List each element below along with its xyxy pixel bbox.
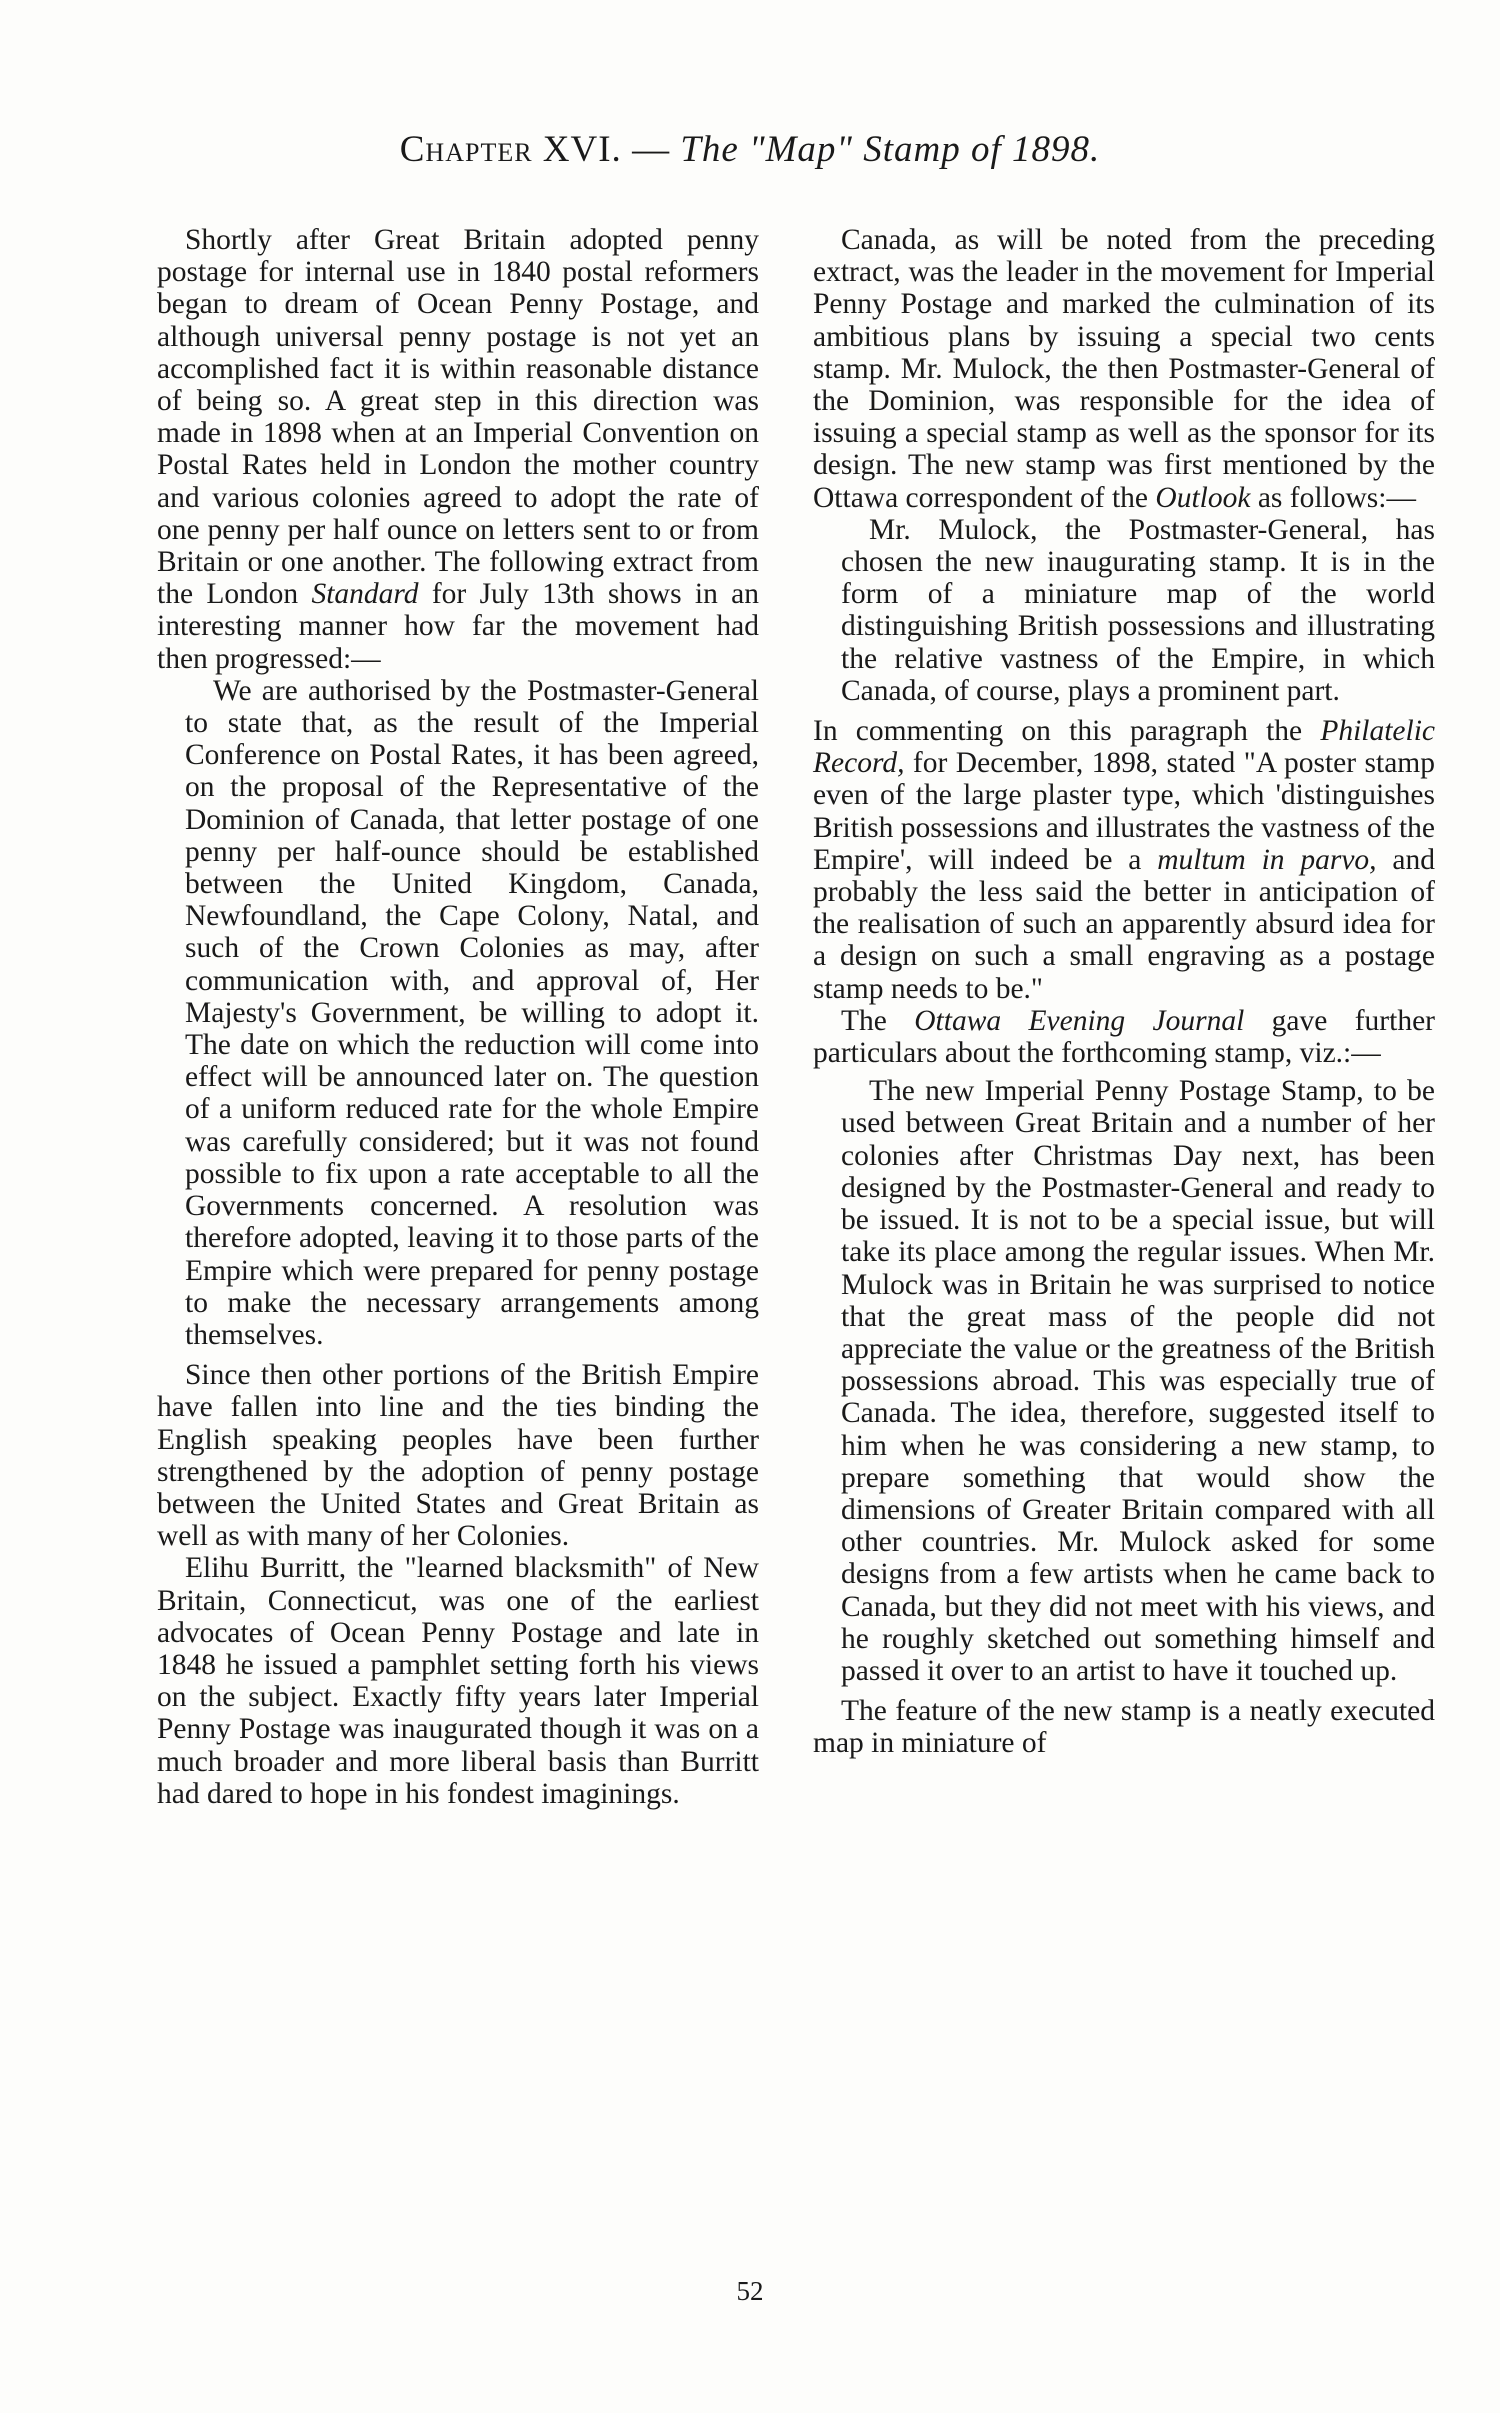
block-quote: The new Imperial Penny Postage Stamp, to be used between Great Britain and a number of her colonies after Christmas Day next, has been designed by the Postmaster-General and ready to be issued. It is not to be a special issue, but will take its place among the regular issues. When Mr. Mulock was in Britain he was surprised to notice that the great mass of the people did not appreciate the value or the greatness of the British possessions abroad. This was especially true of Canada. The idea, therefore, suggested itself to him when he was considering a new stamp, to prepare something that would show the dimensions of Greater Britain compared with all other countries. Mr. Mulock asked for some designs from a few artists when he came back to Canada, but they did not meet with his views, and he roughly sketched out something himself and passed it over to an artist to have it touched up. xyxy=(841,1075,1435,1687)
block-quote: We are authorised by the Postmaster-General to state that, as the result of the Imperial Conference on Postal Rates, it has been agreed, on the proposal of the Representative of the Dominion of Canada, that letter postage of one penny per half-ounce should be established between the United Kingdom, Canada, Newfoundland, the Cape Colony, Natal, and such of the Crown Colonies as may, after communication with, and approval of, Her Majesty's Government, be willing to adopt it. The date on which the reduction will come into effect will be announced later on. The question of a uniform reduced rate for the whole Empire was carefully considered; but it was not found possible to fix upon a rate acceptable to all the Governments concerned. A resolution was therefore adopted, leaving it to those parts of the Empire which were prepared for penny postage to make the necessary arrangements among themselves. xyxy=(185,674,759,1351)
paragraph: Canada, as will be noted from the preceding extract, was the leader in the movement for Imperial Penny Postage and marked the culmination of its ambitious plans by issuing a special two cents stamp. Mr. Mulock, the then Postmaster-General of the Dominion, was responsible for the idea of issuing a special stamp as well as the sponsor for its design. The new stamp was first mentioned by the Ottawa correspondent of the Outlook as follows:— xyxy=(813,224,1435,514)
block-quote: Mr. Mulock, the Postmaster-General, has chosen the new inaugurating stamp. It is in the form of a miniature map of the world distinguishing British possessions and illustrating the relative vastness of the Empire, in which Canada, of course, plays a prominent part. xyxy=(841,513,1435,707)
paragraph: In commenting on this paragraph the Philatelic Record, for December, 1898, stated "A poster stamp even of the large plaster type, which 'distinguishes British possessions and illustrates the vastness of the Empire', will indeed be a multum in parvo, and probably the less said the better in anticipation of the realisation of such an apparently absurd idea for a design on such a small engraving as a postage stamp needs to be." xyxy=(813,715,1436,1005)
left-column xyxy=(157,224,759,1810)
page-number: 52 xyxy=(736,2276,764,2306)
paragraph: Shortly after Great Britain adopted penny postage for internal use in 1840 postal reformers began to dream of Ocean Penny Postage, and although universal penny postage is not yet an accomplished fact it is within reasonable distance of being so. A great step in this direction was made in 1898 when at an Imperial Convention on Postal Rates held in London the mother country and various colonies agreed to adopt the rate of one penny per half ounce on letters sent to or from Britain or one another. The following extract from the London Standard for July 13th shows in an interesting manner how far the movement had then progressed:— xyxy=(157,224,760,675)
paragraph: Elihu Burritt, the "learned blacksmith" of New Britain, Connecticut, was one of the earliest advocates of Ocean Penny Postage and late in 1848 he issued a pamphlet setting forth his views on the subject. Exactly fifty years later Imperial Penny Postage was inaugurated though it was on a much broader and more liberal basis than Burritt had dared to hope in his fondest imaginings. xyxy=(157,1552,759,1810)
chapter-number: Chapter XVI. xyxy=(399,129,622,170)
right-column xyxy=(813,224,1435,1760)
header-dash: — xyxy=(621,129,681,170)
paragraph: The Ottawa Evening Journal gave further particulars about the forthcoming stamp, viz.:— xyxy=(813,1004,1435,1070)
running-header xyxy=(0,128,1500,171)
chapter-title: The "Map" Stamp of 1898. xyxy=(680,129,1101,170)
paragraph: The feature of the new stamp is a neatly executed map in miniature of xyxy=(813,1695,1435,1760)
paragraph: Since then other portions of the British Empire have fallen into line and the ties binding the English speaking peoples have been further strengthened by the adoption of penny postage between the United States and Great Britain as well as with many of her Colonies. xyxy=(157,1359,759,1553)
